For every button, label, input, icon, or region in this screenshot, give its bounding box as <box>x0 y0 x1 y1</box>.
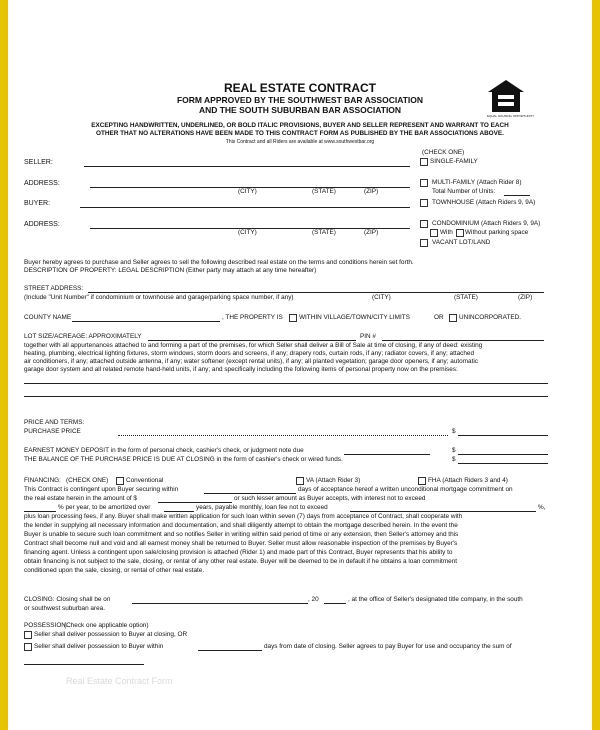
closing-area: or southwest suburban area. <box>24 605 105 612</box>
subtitle-southwest: FORM APPROVED BY THE SOUTHWEST BAR ASSOCIATION <box>176 95 424 105</box>
without-parking-checkbox[interactable] <box>456 229 464 237</box>
possession-at-closing-checkbox[interactable] <box>24 631 32 639</box>
purchase-price-dollar: $ <box>452 428 456 435</box>
financing-line-1b: days of acceptance hereof a written unconditional mortgage commitment on <box>298 486 513 493</box>
financing-line-4: plus loan processing fees, if any. Buyer shall make written application for such loan within seven (7) days from acceptance of Contract, shall cooperate with <box>24 513 463 520</box>
possession-days-field[interactable] <box>198 650 262 651</box>
unincorporated-label: UNINCORPORATED. <box>459 314 522 321</box>
agreement-intro: Buyer hereby agrees to purchase and Seller agrees to sell the following described real estate on the terms and conditions herein set forth. <box>24 259 414 266</box>
purchase-price-leader <box>118 435 448 436</box>
va-label: VA (Attach Rider 3) <box>306 477 361 484</box>
earnest-money-due-field[interactable] <box>344 454 430 455</box>
seller-field[interactable] <box>84 166 410 167</box>
appurtenances-line-1: together with all appurtenances attached to and forming a part of the premises, for which Seller shall deliver a Bill of Sale at time of closing, if any of deed: existing <box>24 342 483 349</box>
commitment-days-field[interactable] <box>204 493 296 494</box>
with-parking-label: With <box>440 229 453 236</box>
pin-label: PIN # <box>360 333 376 340</box>
property-zip-caption: (ZIP) <box>518 294 533 301</box>
property-city-caption: (CITY) <box>372 294 391 301</box>
property-is-label: , THE PROPERTY IS <box>222 314 283 321</box>
appurtenances-line-4: garage door system and all related remote hand-held units, if any; and specifically including the following items of personal property now on the premises: <box>24 366 458 373</box>
balance-field[interactable] <box>458 463 548 464</box>
financing-line-9: obtain financing is not subject to the sale, closing, or rental of any other real estate. Buyer will be deemed to be in default if he obtains a loan commitment <box>24 558 458 565</box>
possession-at-closing-label: Seller shall deliver possession to Buyer at closing, OR <box>34 631 188 638</box>
closing-label: CLOSING: Closing shall be on <box>24 596 111 603</box>
or-label: OR <box>434 314 444 321</box>
loan-amount-field[interactable] <box>158 502 232 503</box>
county-name-field[interactable] <box>72 321 220 322</box>
street-address-label: STREET ADDRESS: <box>24 285 84 292</box>
financing-line-5: the lender in supplying all necessary information and documentation, and shall diligently attempt to obtain the mortgage described herein. In the event the <box>24 522 458 529</box>
va-checkbox[interactable] <box>296 477 304 485</box>
equal-housing-logo <box>486 78 535 122</box>
within-limits-checkbox[interactable] <box>289 314 297 322</box>
earnest-money-field[interactable] <box>458 454 548 455</box>
within-limits-label: WITHIN VILLAGE/TOWN/CITY LIMITS <box>299 314 410 321</box>
lot-size-label: LOT SIZE/ACREAGE: APPROXIMATELY <box>24 333 142 340</box>
single-family-label: SINGLE-FAMILY <box>430 158 478 165</box>
purchase-price-label: PURCHASE PRICE <box>24 428 81 435</box>
subtitle-south-suburban: AND THE SOUTH SUBURBAN BAR ASSOCIATION <box>198 105 402 115</box>
unit-number-note: (Include "Unit Number" if condominium or townhouse and garage/parking space number, if any) <box>24 294 294 301</box>
buyer-address-label: ADDRESS: <box>24 221 60 228</box>
seller-state-caption: (STATE) <box>312 188 336 195</box>
lot-size-field[interactable] <box>148 340 356 341</box>
warranty-notice-line-1: EXCEPTING HANDWRITTEN, UNDERLINED, OR BOLD ITALIC PROVISIONS, BUYER AND SELLER REPRESENT AND WARRANT TO EACH <box>91 122 509 129</box>
appurtenances-line-3: air conditioners, if any; attached outside antenna, if any; water softener (except rental units), if any; all planted vegetation; garage door openers, if any; automatic <box>24 358 479 365</box>
with-parking-checkbox[interactable] <box>430 229 438 237</box>
financing-line-8: financing agent. Unless a contingent upon sale/closing provision is attached (Rider 1) and made part of this Contract, Buyer represents that his ability to <box>24 549 453 556</box>
personal-property-field-1[interactable] <box>24 383 548 384</box>
unincorporated-checkbox[interactable] <box>449 314 457 322</box>
pin-field[interactable] <box>382 340 544 341</box>
possession-within-checkbox[interactable] <box>24 643 32 651</box>
financing-line-7: Contract shall become null and void and all earnest money shall be returned to Buyer. Seller must allow reasonable inspection of the premises by Buyer's <box>24 540 458 547</box>
townhouse-label: TOWNHOUSE (Attach Riders 9, 9A) <box>432 199 536 206</box>
conventional-label: Conventional <box>126 477 164 484</box>
buyer-field[interactable] <box>80 207 410 208</box>
financing-line-3a: % per year, to be amortized over <box>58 504 151 511</box>
financing-line-6: Buyer is unable to secure such loan commitment and so notifies Seller in writing within said period of time or any extension, then Seller's attorney and this <box>24 531 459 538</box>
multi-family-checkbox[interactable] <box>420 179 428 187</box>
warranty-notice-line-2: OTHER THAT NO ALTERATIONS HAVE BEEN MADE TO THIS CONTRACT FORM AS PUBLISHED BY THE BAR ASSOCIATIONS ABOVE. <box>96 130 504 137</box>
condominium-label: CONDOMINIUM (Attach Riders 9, 9A) <box>432 220 541 227</box>
conventional-checkbox[interactable] <box>116 477 124 485</box>
financing-line-2b: or such lesser amount as Buyer accepts, with interest not to exceed <box>234 495 426 502</box>
financing-line-2a: the real estate herein in the amount of $ <box>24 495 137 502</box>
possession-note: (Check one applicable option) <box>64 622 149 629</box>
earnest-money-label: EARNEST MONEY DEPOSIT in the form of personal check, cashier's check, or judgment note due <box>24 447 304 454</box>
seller-address-label: ADDRESS: <box>24 180 60 187</box>
watermark-text: Real Estate Contract Form <box>66 676 173 686</box>
financing-line-10: conditioned upon the sale, closing, or rental of other real estate. <box>24 567 205 574</box>
seller-label: SELLER: <box>24 159 53 166</box>
closing-location: , at the office of Seller's designated title company, in the south <box>348 596 523 603</box>
single-family-checkbox[interactable] <box>420 158 428 166</box>
fha-label: FHA (Attach Riders 3 and 4) <box>428 477 508 484</box>
possession-label: POSSESSION: <box>24 622 68 629</box>
equal-housing-text: EQUAL HOUSING OPPORTUNITY <box>487 114 535 118</box>
financing-line-1a: This Contract is contingent upon Buyer securing within <box>24 486 179 493</box>
county-name-label: COUNTY NAME <box>24 314 72 321</box>
financing-line-3c: %, <box>538 504 546 511</box>
possession-within-label: Seller shall deliver possession to Buyer within <box>34 643 164 650</box>
contract-title: REAL ESTATE CONTRACT <box>224 81 376 95</box>
financing-line-3b: years, payable monthly, loan fee not to exceed <box>196 504 328 511</box>
vacant-lot-label: VACANT LOT/LAND <box>432 239 491 246</box>
property-state-caption: (STATE) <box>454 294 478 301</box>
balance-dollar: $ <box>452 456 456 463</box>
appurtenances-line-2: heating, plumbing, electrical lighting fixtures, storm windows, storm doors and screens, if any; drapery rods, curtain rods, if any; radiator covers, if any; attached <box>24 350 475 357</box>
amortization-years-field[interactable] <box>164 511 194 512</box>
contract-page <box>8 0 592 730</box>
financing-check-one: (CHECK ONE) <box>66 477 109 484</box>
interest-rate-field[interactable] <box>24 511 56 512</box>
buyer-state-caption: (STATE) <box>312 229 336 236</box>
seller-zip-caption: (ZIP) <box>364 188 379 195</box>
check-one-label: (CHECK ONE) <box>422 149 465 156</box>
personal-property-field-2[interactable] <box>24 396 548 397</box>
buyer-zip-caption: (ZIP) <box>364 229 379 236</box>
price-terms-heading: PRICE AND TERMS: <box>24 419 85 426</box>
vacant-lot-checkbox[interactable] <box>420 239 428 247</box>
earnest-money-dollar: $ <box>452 447 456 454</box>
condominium-checkbox[interactable] <box>420 220 428 228</box>
buyer-label: BUYER: <box>24 200 51 207</box>
street-address-field[interactable] <box>88 292 544 293</box>
financing-label: FINANCING: <box>24 477 61 484</box>
total-units-label: Total Number of Units: <box>432 188 496 195</box>
possession-use-occupancy: days from date of closing. Seller agrees to pay Buyer for use and occupancy the sum of <box>264 643 512 650</box>
townhouse-checkbox[interactable] <box>420 199 428 207</box>
possession-sum-field[interactable] <box>24 664 144 665</box>
without-parking-label: Without parking space <box>465 229 529 236</box>
seller-city-caption: (CITY) <box>238 188 257 195</box>
purchase-price-field[interactable] <box>458 435 548 436</box>
loan-fee-field[interactable] <box>350 511 536 512</box>
buyer-city-caption: (CITY) <box>238 229 257 236</box>
fha-checkbox[interactable] <box>418 477 426 485</box>
closing-year-field[interactable] <box>324 603 346 604</box>
riders-notice: This Contract and all Riders are available at www.southwestbar.org <box>225 139 375 145</box>
multi-family-label: MULTI-FAMILY (Attach Rider 8) <box>432 179 522 186</box>
balance-due-label: THE BALANCE OF THE PURCHASE PRICE IS DUE AT CLOSING in the form of cashier's check or wired funds. <box>24 456 343 463</box>
equal-housing-icon <box>486 78 526 114</box>
closing-date-field[interactable] <box>132 603 308 604</box>
total-units-field[interactable] <box>504 195 530 196</box>
legal-description-label: DESCRIPTION OF PROPERTY: LEGAL DESCRIPTION (Either party may attach at any time hereafter) <box>24 267 317 274</box>
closing-year-prefix: , 20 <box>308 596 319 603</box>
